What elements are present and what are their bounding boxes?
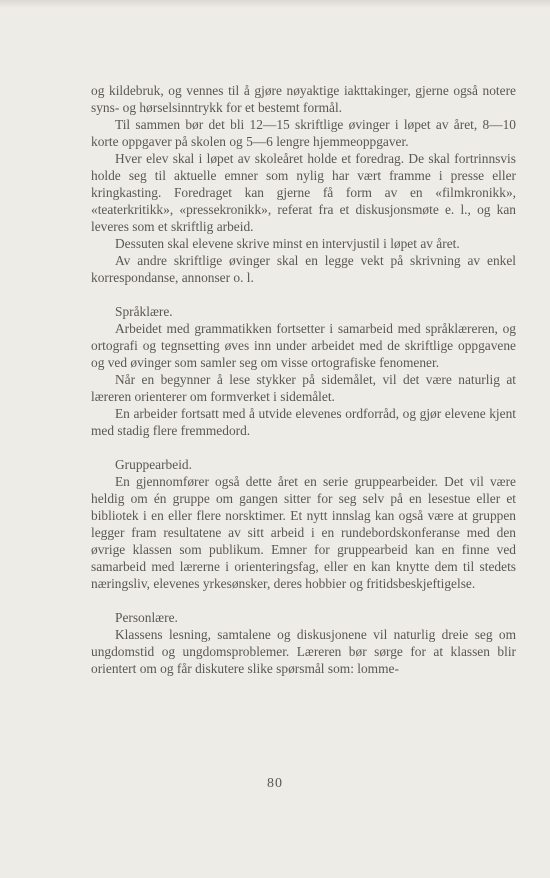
- body-text: [91, 82, 516, 677]
- paragraph: Dessuten skal elevene skrive minst en intervjustil i løpet av året.: [115, 236, 460, 251]
- paragraph: Av andre skriftlige øvinger skal en legge vekt på skrivning av enkel korrespondanse, annonser o. l.: [91, 253, 516, 285]
- page-edge: [0, 0, 550, 8]
- paragraph: Til sammen bør det bli 12—15 skriftlige øvinger i løpet av året, 8—10 korte oppgaver på skolen og 5—6 lengre hjemmeoppgaver.: [91, 117, 516, 149]
- section-heading-gruppe: Gruppearbeid.: [115, 457, 192, 472]
- paragraph: En arbeider fortsatt med å utvide elevenes ordforråd, og gjør elevene kjent med stadig flere fremmedord.: [91, 406, 516, 438]
- paragraph: Arbeidet med grammatikken fortsetter i samarbeid med språklæreren, og ortografi og tegnsetting øves inn under arbeidet med de skriftlige oppgavene og ved øvinger som samler seg om visse ortografiske fenomener.: [91, 321, 516, 370]
- section-spacer: [91, 592, 516, 609]
- section-spacer: [91, 439, 516, 456]
- section-heading-person: Personlære.: [115, 610, 178, 625]
- page-number: 80: [267, 776, 283, 791]
- paragraph: og kildebruk, og vennes til å gjøre nøyaktige iakttakinger, gjerne også notere syns- og hørselsinntrykk for et bestemt formål.: [91, 83, 516, 115]
- paragraph: Klassens lesning, samtalene og diskusjonene vil naturlig dreie seg om ungdomstid og ungdomsproblemer. Læreren bør sørge for at klassen blir orientert om og får diskutere slike spørsmål som: lomme-: [91, 627, 516, 676]
- paragraph: Når en begynner å lese stykker på sidemålet, vil det være naturlig at læreren orienterer om formverket i sidemålet.: [91, 372, 516, 404]
- section-heading-sprak: Språklære.: [115, 304, 173, 319]
- section-spacer: [91, 286, 516, 303]
- paragraph: Hver elev skal i løpet av skoleåret holde et foredrag. De skal fortrinnsvis holde seg til aktuelle emner som nylig har vært framme i presse eller kringkasting. Foredraget kan gjerne få form av en «filmkronikk», «teaterkritikk», «pressekronikk», referat fra et diskusjonsmøte e. l., og kan leveres som et skriftlig arbeid.: [91, 151, 516, 234]
- paragraph: En gjennomfører også dette året en serie gruppearbeider. Det vil være heldig om én gruppe om gangen sitter for seg selv på en lesestue eller et bibliotek i en eller flere norsktimer. Et nytt innslag kan også være at gruppen legger fram resultatene av sitt arbeid i en rundebordskonferanse med den øvrige klassen som publikum. Emner for gruppearbeid kan en finne ved samarbeid med lærerne i orienteringsfag, eller en kan knytte dem til stedets næringsliv, elevenes yrkesønsker, deres hobbier og fritidsbeskjeftigelse.: [91, 474, 516, 591]
